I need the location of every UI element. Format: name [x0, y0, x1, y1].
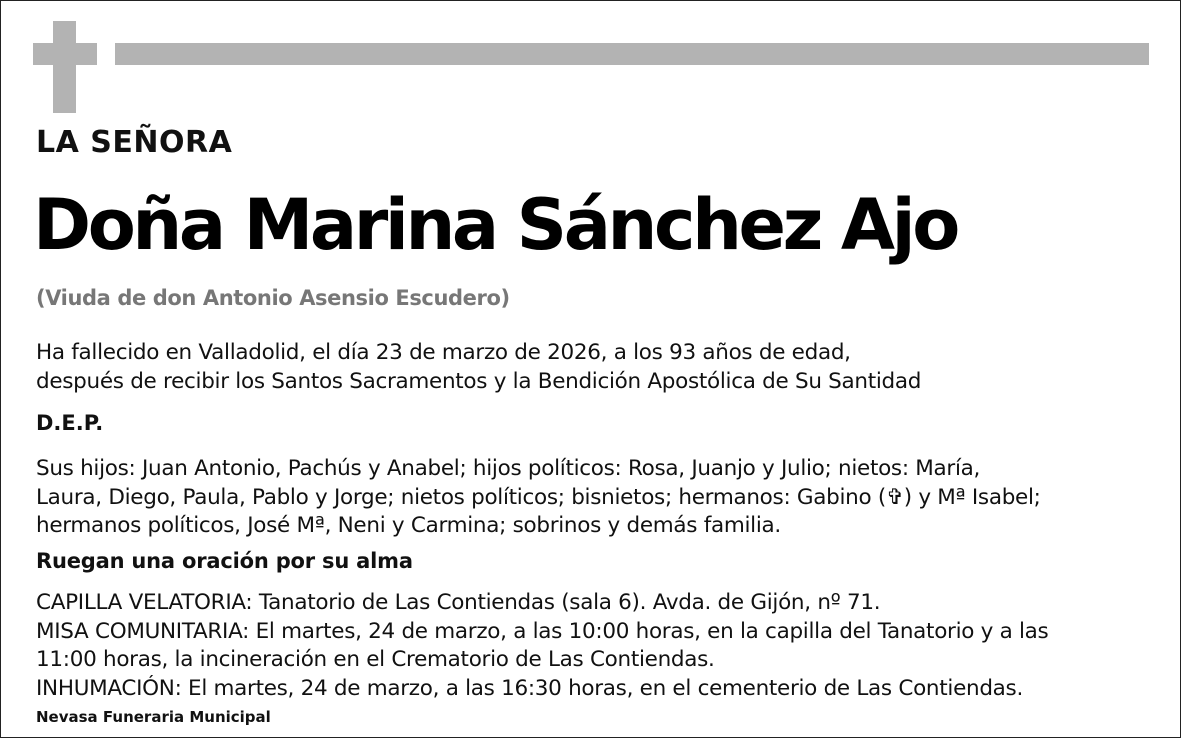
widow-note: (Viuda de don Antonio Asensio Escudero) [36, 286, 510, 310]
rip-label: D.E.P. [36, 411, 104, 435]
cross-icon [33, 21, 97, 113]
service-details [36, 589, 1048, 703]
death-line: después de recibir los Santos Sacramentos y la Bendición Apostólica de Su Santidad [36, 368, 922, 394]
death-line: Ha fallecido en Valladolid, el día 23 de marzo de 2026, a los 93 años de edad, [36, 340, 851, 365]
family-line: Sus hijos: Juan Antonio, Pachús y Anabel; hijos políticos: Rosa, Juanjo y Julio; nietos: María, [36, 456, 981, 481]
header-rule [115, 43, 1149, 65]
service-line: 11:00 horas, la incineración en el Crematorio de Las Contiendas. [36, 647, 715, 672]
service-line: MISA COMUNITARIA: El martes, 24 de marzo, a las 10:00 horas, en la capilla del Tanatorio y a las [36, 618, 1049, 644]
title-label: LA SEÑORA [36, 125, 233, 160]
service-line: INHUMACIÓN: El martes, 24 de marzo, a las 16:30 horas, en el cementerio de Las Contiendas. [36, 675, 1023, 701]
family-line: Laura, Diego, Paula, Pablo y Jorge; nietos políticos; bisnietos; hermanos: Gabino (✞) y Mª Isabel; [36, 484, 1041, 510]
family-list [36, 455, 1041, 541]
family-line: hermanos políticos, José Mª, Neni y Carmina; sobrinos y demás familia. [36, 513, 781, 538]
prayer-request: Ruegan una oración por su alma [36, 549, 413, 573]
deceased-name: Doña Marina Sánchez Ajo [33, 184, 957, 266]
funeral-home: Nevasa Funeraria Municipal [36, 708, 271, 726]
death-announcement [36, 339, 921, 396]
service-line: CAPILLA VELATORIA: Tanatorio de Las Contiendas (sala 6). Avda. de Gijón, nº 71. [36, 590, 881, 615]
